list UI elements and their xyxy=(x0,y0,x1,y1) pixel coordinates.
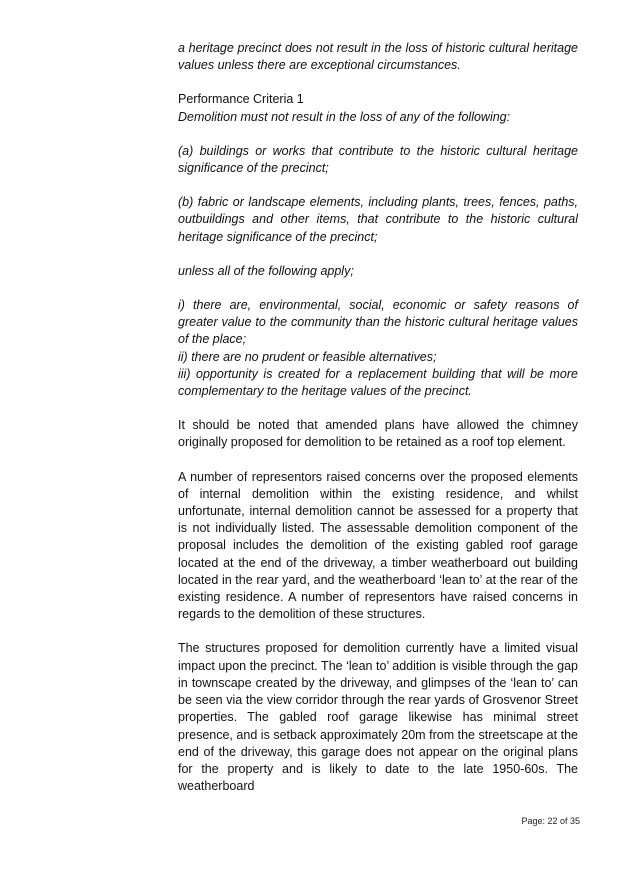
criteria-item-iii: iii) opportunity is created for a replacement building that will be more complementary to the heritage values of the precinct. xyxy=(178,366,578,399)
paragraph-structures: The structures proposed for demolition currently have a limited visual impact upon the precinct. The ‘lean to’ addition is visible through the gap in townscape created by the driveway, and glimpses of the ‘lean to’ can be seen via the view corridor through the rear yards of Grosvenor Street properties. The gabled roof garage likewise has minimal street presence, and is setback approximately 20m from the streetscape at the end of the driveway, this garage does not appear on the original plans for the property and is likely to date to the late 1950-60s. The weatherboard xyxy=(178,641,578,794)
paragraph-chimney: It should be noted that amended plans have allowed the chimney originally proposed for demolition to be retained as a roof top element. xyxy=(178,418,578,450)
page-number: Page: 22 of 35 xyxy=(521,816,580,826)
performance-criteria-title: Performance Criteria 1 xyxy=(178,92,304,107)
paragraph-representors: A number of representors raised concerns over the proposed elements of internal demolition within the existing residence, and whilst unfortunate, internal demolition cannot be assessed for a property that is not individually listed. The assessable demolition component of the proposal includes the demolition of the existing gabled roof garage located at the end of the driveway, a timber weatherboard out building located in the rear yard, and the weatherboard ‘lean to’ at the rear of the existing residence. A number of representors have raised concerns in regards to the demolition of these structures. xyxy=(178,469,578,622)
criteria-item-b: (b) fabric or landscape elements, including plants, trees, fences, paths, outbuildings and other items, that contribute to the historic cultural heritage significance of the precinct; xyxy=(178,195,578,244)
intro-paragraph: a heritage precinct does not result in the loss of historic cultural heritage values unless there are exceptional circumstances. xyxy=(178,41,578,73)
criteria-unless: unless all of the following apply; xyxy=(178,263,354,278)
criteria-item-i: i) there are, environmental, social, economic or safety reasons of greater value to the community than the historic cultural heritage values of the place; xyxy=(178,298,578,347)
performance-criteria-lead: Demolition must not result in the loss of any of the following: xyxy=(178,109,511,124)
criteria-item-ii: ii) there are no prudent or feasible alternatives; xyxy=(178,349,437,364)
criteria-item-a: (a) buildings or works that contribute to the historic cultural heritage significance of the precinct; xyxy=(178,143,578,176)
document-body xyxy=(178,40,578,795)
